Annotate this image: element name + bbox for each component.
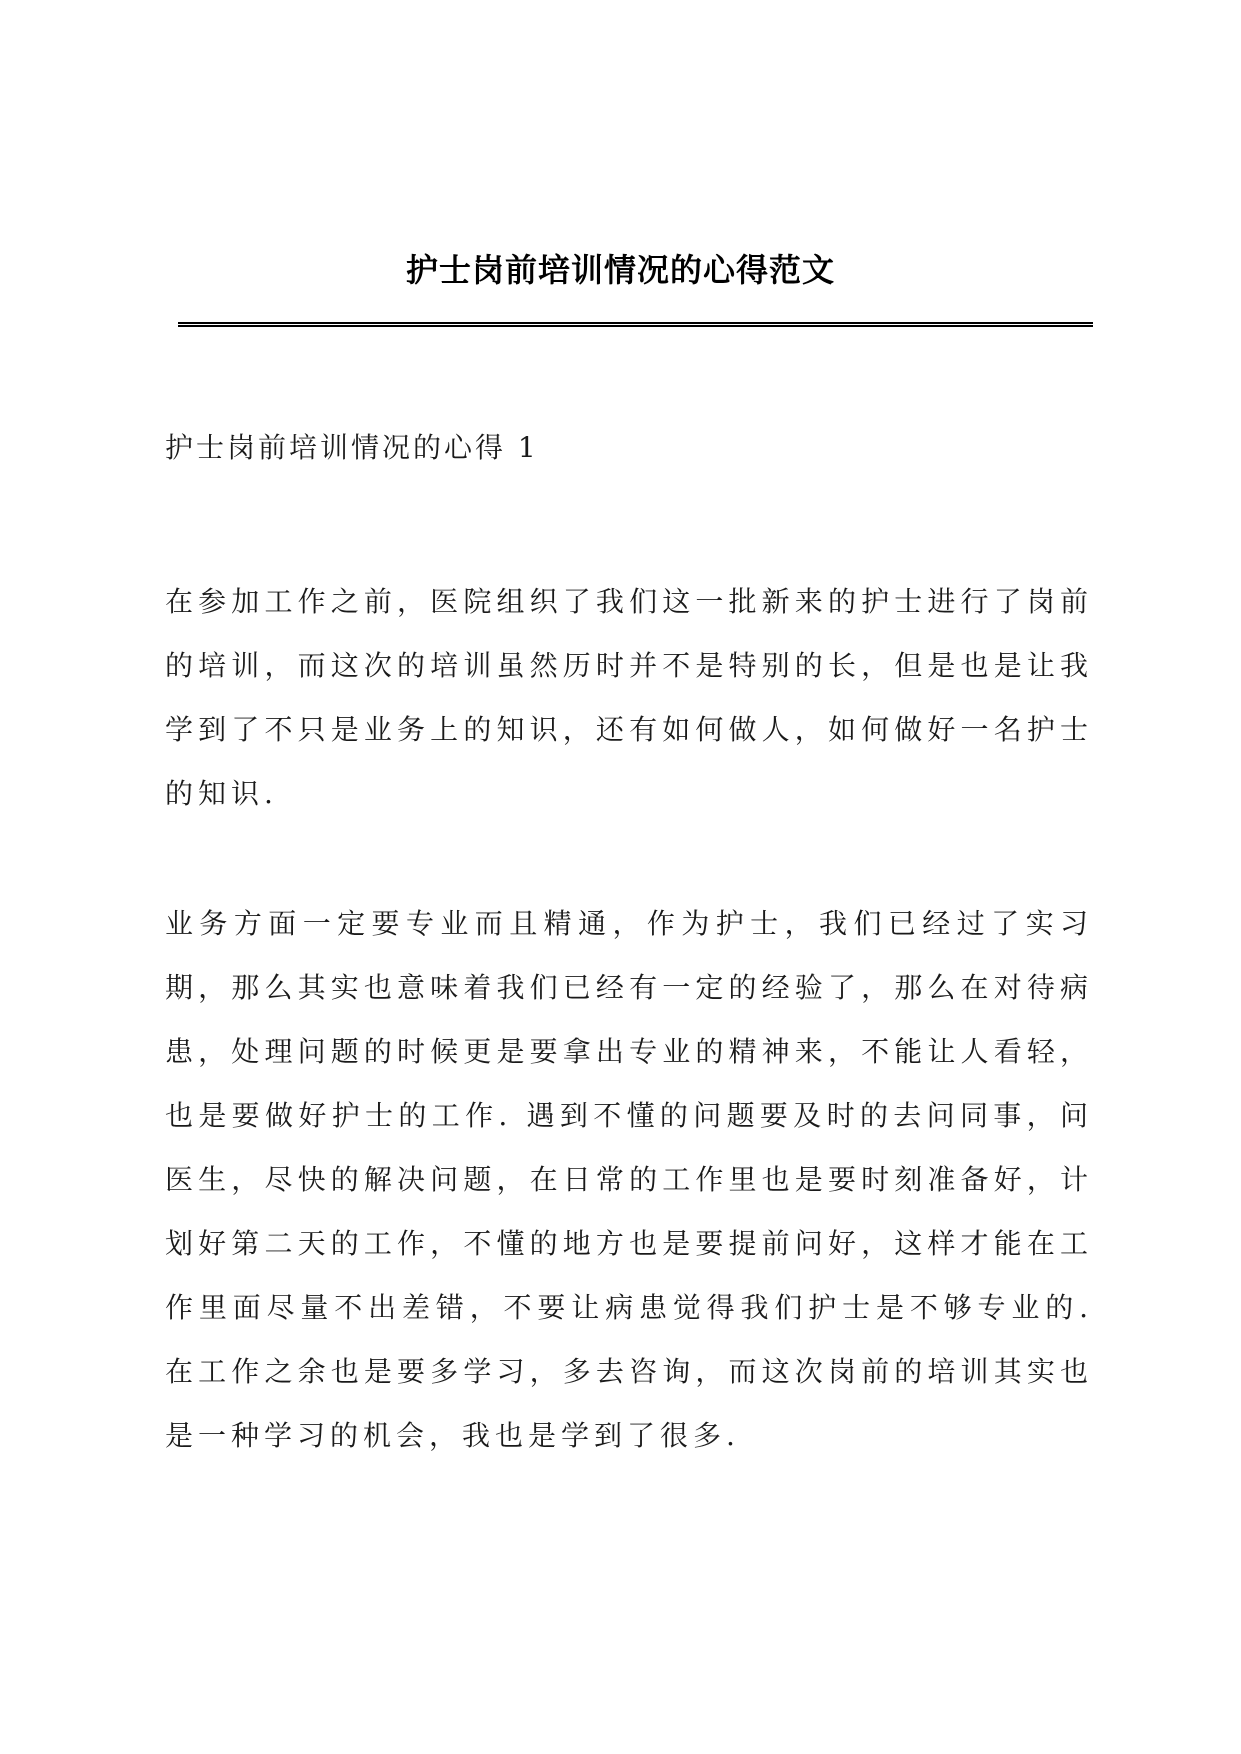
section-heading: 护士岗前培训情况的心得 1 xyxy=(165,431,539,464)
title-double-rule xyxy=(178,322,1093,327)
paragraph-1: 在参加工作之前，医院组织了我们这一批新来的护士进行了岗前的培训，而这次的培训虽然历时并不是特别的长，但是也是让我学到了不只是业务上的知识，还有如何做人，如何做好一名护士的知识. xyxy=(165,585,1093,810)
document-title: 护士岗前培训情况的心得范文 xyxy=(405,251,835,289)
document-body xyxy=(165,420,1093,1468)
paragraph-2: 业务方面一定要专业而且精通，作为护士，我们已经过了实习期，那么其实也意味着我们已经有一定的经验了，那么在对待病患，处理问题的时候更是要拿出专业的精神来，不能让人看轻，也是要做好护士的工作. 遇到不懂的问题要及时的去问同事，问医生，尽快的解决问题，在日常的工作里也是要时刻准备好，计划好第二天的工作，不懂的地方也是要提前问好，这样才能在工作里面尽量不出差错，不要让病患觉得我们护士是不够专业的. 在工作之余也是要多学习，多去咨询，而这次岗前的培训其实也是一种学习的机会，我也是学到了很多. xyxy=(165,907,1093,1452)
